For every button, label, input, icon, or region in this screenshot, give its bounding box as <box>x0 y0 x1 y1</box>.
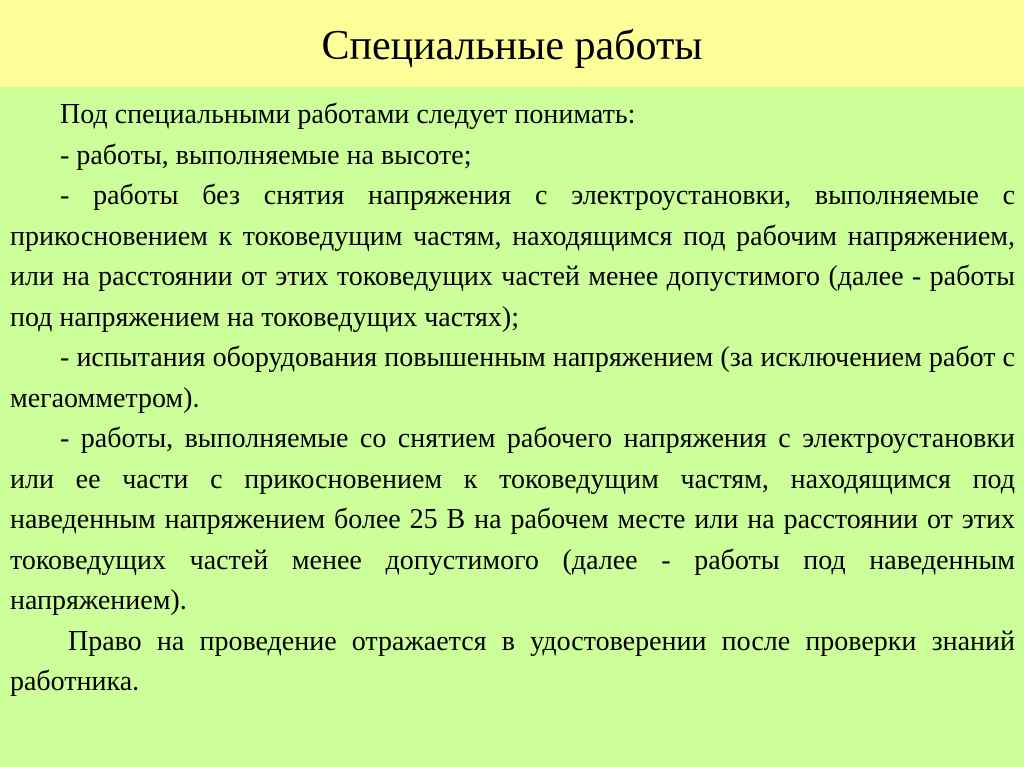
slide-body <box>10 95 1015 703</box>
title-bar <box>0 0 1024 87</box>
paragraph-live-work: - работы без снятия напряжения с электроустановки, выполняемые с прикосновением к токоведущим частям, находящимся под рабочим напряжением, или на расстоянии от этих токоведущих частей менее допустимого (далее - работы под напряжением на токоведущих частях); <box>10 180 1015 333</box>
paragraph-height-work: - работы, выполняемые на высоте; <box>60 139 472 171</box>
slide-title: Специальные работы <box>321 22 703 69</box>
paragraph-induced-voltage-work: - работы, выполняемые со снятием рабочего напряжения с электроустановки или ее части с прикосновением к токоведущим частям, находящимся под наведенным напряжением более 25 В на рабочем месте или на расстоянии от этих токоведущих частей менее допустимого (далее - работы под наведенным напряжением). <box>10 423 1015 616</box>
paragraph-high-voltage-testing: - испытания оборудования повышенным напряжением (за исключением работ с мегаомметром). <box>10 342 1015 414</box>
paragraph-intro: Под специальными работами следует понимать: <box>60 99 636 130</box>
paragraph-permission: Право на проведение отражается в удостоверении после проверки знаний работника. <box>10 625 1015 697</box>
